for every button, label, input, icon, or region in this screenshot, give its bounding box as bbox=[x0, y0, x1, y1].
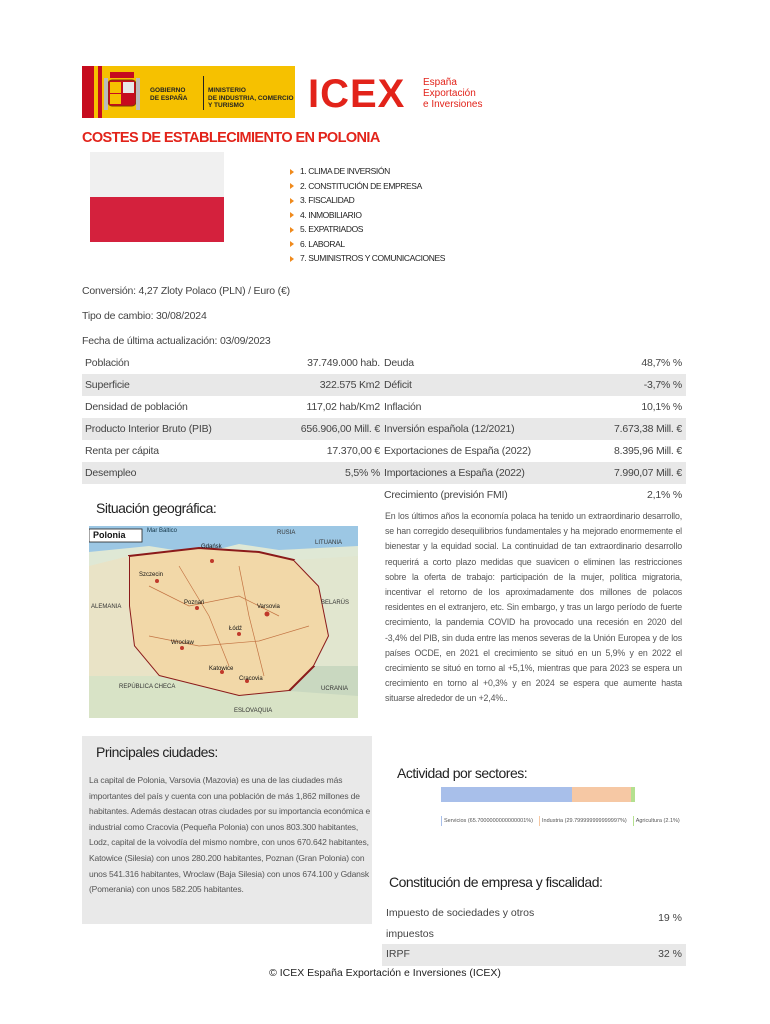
sectors-chart bbox=[441, 787, 635, 802]
tax-label: Impuesto de sociedades y otros impuestos bbox=[386, 907, 535, 940]
ministry-name bbox=[208, 87, 294, 110]
conversion-info: Conversión: 4,27 Zloty Polaco (PLN) / Euro (€) bbox=[82, 285, 290, 297]
cities-heading: Principales ciudades: bbox=[96, 744, 218, 760]
table-row bbox=[82, 396, 686, 418]
map-place: Mar Báltico bbox=[147, 528, 178, 534]
map-place: ALEMANIA bbox=[91, 604, 122, 610]
table-row bbox=[82, 352, 686, 374]
legend-item bbox=[633, 818, 680, 824]
toc-label: 7. SUMINISTROS Y COMUNICACIONES bbox=[300, 253, 446, 263]
stat-label: Desempleo bbox=[85, 467, 137, 479]
toc-label: 5. EXPATRIADOS bbox=[300, 224, 364, 234]
stat-value: 7.673,38 Mill. € bbox=[613, 423, 682, 435]
map-place: Katowice bbox=[209, 666, 234, 672]
stat-label: Inversión española (12/2021) bbox=[384, 423, 515, 435]
gov-line: DE ESPAÑA bbox=[150, 94, 188, 102]
stat-value: 37.749.000 hab. bbox=[307, 357, 380, 369]
arrow-right-icon bbox=[290, 169, 294, 175]
ministry-line: MINISTERIO bbox=[208, 87, 246, 94]
arrow-right-icon bbox=[290, 183, 294, 189]
map-place: Poznań bbox=[184, 600, 205, 606]
table-row bbox=[82, 374, 686, 396]
bar-segment bbox=[572, 787, 631, 802]
toc-label: 6. LABORAL bbox=[300, 238, 345, 249]
legend-swatch bbox=[441, 816, 442, 826]
stat-label: Población bbox=[85, 357, 130, 369]
ministry-line: DE INDUSTRIA, COMERCIO bbox=[208, 94, 294, 102]
tax-row bbox=[382, 898, 686, 944]
toc-link[interactable] bbox=[290, 164, 445, 179]
bar-segment bbox=[631, 787, 635, 802]
stacked-bar bbox=[441, 787, 635, 802]
flag-stripe bbox=[82, 66, 94, 118]
legend-label: Industria (29.799999999999997%) bbox=[541, 818, 627, 825]
icex-sub-line: Exportación bbox=[423, 88, 476, 99]
arrow-right-icon bbox=[290, 227, 294, 233]
tax-row bbox=[382, 944, 686, 966]
stat-label: Densidad de población bbox=[85, 401, 188, 413]
stat-label: Exportaciones de España (2022) bbox=[384, 445, 531, 457]
stat-label: Crecimiento (previsión FMI) bbox=[384, 489, 508, 501]
toc-label: 1. CLIMA DE INVERSIÓN bbox=[300, 166, 390, 176]
stat-label: Producto Interior Bruto (PIB) bbox=[85, 423, 212, 435]
gov-line: GOBIERNO bbox=[150, 87, 186, 94]
growth-text: En los últimos años la economía polaca ha tenido un extraordinario desarrollo, se han corregido desequilibrios fundamentales y ha mejorado enormemente el bienestar y la equidad social. La continuidad de tan extraordinario desarrollo requerirá a corto plazo medidas que suavicen o eliminen las restricciones sobre la oferta de trabajo: participación de la mujer, política migratoria, incentivar el retorno de los aproximadamente dos millones de polacos residentes en el extranjero, etc. Sin embargo, y tras un largo período de fuerte crecimiento, la pandemia COVID ha provocado una recesión en 2020 del -3,4% del PIB, sin duda entre las menos severas de la Unión Europea y de los países OCDE, en 2021 el crecimiento se situó en un 5,9% y en 2022 el crecimiento se situó en torno al +5,1%, mientras que para 2023 se espera un crecimiento en torno al +0,3% y en 2024 se espera que aumente hasta situarse alrededor de un +2,4%.. bbox=[385, 511, 682, 704]
table-row bbox=[82, 462, 686, 484]
legend-item bbox=[441, 818, 533, 824]
map-place: Varsovia bbox=[257, 604, 280, 610]
table-row bbox=[82, 418, 686, 440]
footer-copyright: © ICEX España Exportación e Inversiones (ICEX) bbox=[269, 967, 501, 979]
map-place: Cracovia bbox=[239, 676, 263, 682]
toc-label: 4. INMOBILIARIO bbox=[300, 209, 362, 220]
arrow-right-icon bbox=[290, 212, 294, 218]
legend-item bbox=[539, 818, 627, 824]
stat-value: 5,5% % bbox=[345, 467, 380, 479]
toc-label: 2. CONSTITUCIÓN DE EMPRESA bbox=[300, 180, 422, 191]
table-of-contents bbox=[290, 164, 445, 266]
stat-label: Deuda bbox=[384, 357, 414, 369]
chart-legend bbox=[441, 816, 681, 828]
map-place: Gdańsk bbox=[201, 544, 222, 550]
geo-heading: Situación geográfica: bbox=[96, 500, 217, 516]
arrow-right-icon bbox=[290, 256, 294, 262]
stat-value: 10,1% % bbox=[641, 401, 682, 413]
toc-link[interactable] bbox=[290, 179, 445, 194]
map-place: Wrocław bbox=[171, 640, 194, 646]
icex-sub-line: e Inversiones bbox=[423, 99, 483, 110]
divider bbox=[203, 76, 204, 110]
toc-link[interactable] bbox=[290, 251, 445, 266]
rate-date: Tipo de cambio: 30/08/2024 bbox=[82, 310, 207, 322]
map-place: REPÚBLICA CHECA bbox=[119, 684, 176, 690]
arrow-right-icon bbox=[290, 198, 294, 204]
stat-value: 117,02 hab/Km2 bbox=[306, 401, 380, 413]
coat-of-arms-icon bbox=[104, 70, 140, 114]
ministry-line: Y TURISMO bbox=[208, 102, 244, 109]
stat-value: 17.370,00 € bbox=[326, 445, 380, 457]
map-place: UCRANIA bbox=[321, 686, 349, 692]
stat-value: 656.906,00 Mill. € bbox=[300, 423, 380, 435]
toc-link[interactable] bbox=[290, 237, 445, 252]
company-heading: Constitución de empresa y fiscalidad: bbox=[389, 874, 603, 890]
map-place: Szczecin bbox=[139, 572, 164, 578]
icex-subtitle bbox=[423, 77, 482, 110]
stat-label: Inflación bbox=[384, 401, 422, 413]
page-title: COSTES DE ESTABLECIMIENTO EN POLONIA bbox=[82, 130, 380, 146]
icex-logo: ICEX bbox=[308, 72, 406, 116]
tax-value: 19 % bbox=[658, 912, 682, 924]
poland-flag bbox=[90, 152, 224, 197]
map-place: RUSIA bbox=[277, 530, 296, 536]
map-place: ESLOVAQUIA bbox=[234, 708, 273, 714]
bar-segment bbox=[441, 787, 572, 802]
legend-label: Agricultura (2.1%) bbox=[635, 818, 680, 825]
toc-link[interactable] bbox=[290, 193, 445, 208]
arrow-right-icon bbox=[290, 241, 294, 247]
sectors-heading: Actividad por sectores: bbox=[397, 765, 528, 781]
stat-value: 2,1% % bbox=[647, 489, 682, 501]
map-place: BELARÚS bbox=[321, 600, 350, 606]
stat-value: -3,7% % bbox=[643, 379, 682, 391]
map-place: Łódź bbox=[229, 626, 243, 632]
stat-value: 322.575 Km2 bbox=[319, 379, 380, 391]
map-title: Polonia bbox=[93, 530, 126, 540]
stat-label: Superficie bbox=[85, 379, 130, 391]
toc-label: 3. FISCALIDAD bbox=[300, 195, 355, 205]
poland-flag-red bbox=[90, 197, 224, 242]
legend-swatch bbox=[539, 816, 540, 826]
stat-label: Déficit bbox=[384, 379, 412, 391]
table-row bbox=[82, 440, 686, 462]
gov-name bbox=[150, 87, 187, 102]
cities-text: La capital de Polonia, Varsovia (Mazovia) es una de las ciudades más importantes del país y cuenta con una población de más 1,862 millones de habitantes. Además destacan otras ciudades por su importancia económica e industrial como Cracovia (Pequeña Polonia) con unos 803.300 habitantes, Lodz, capital de la voivodía del mismo nombre, con unos 670.642 habitantes, Katowice (Silesia) con unos 280.200 habitantes, Poznan (Gran Polonia) con unos 541.316 habitantes, Wroclaw (Baja Silesia) con unos 674.100 y Gdansk (Pomerania) con unos 582.205 habitantes. bbox=[89, 775, 371, 895]
toc-link[interactable] bbox=[290, 222, 445, 237]
toc-link[interactable] bbox=[290, 208, 445, 223]
legend-label: Servicios (65.7000000000000001%) bbox=[444, 818, 533, 825]
icex-sub-line: España bbox=[423, 77, 457, 88]
stat-label: Importaciones a España (2022) bbox=[384, 467, 525, 479]
stat-value: 48,7% % bbox=[641, 357, 682, 369]
tax-value: 32 % bbox=[658, 948, 682, 960]
stat-value: 8.395,96 Mill. € bbox=[613, 445, 682, 457]
tax-label: IRPF bbox=[386, 948, 410, 960]
stat-label: Renta per cápita bbox=[85, 445, 159, 457]
stat-value: 7.990,07 Mill. € bbox=[613, 467, 682, 479]
map-place: LITUANIA bbox=[315, 540, 343, 546]
poland-map bbox=[89, 526, 358, 718]
update-date: Fecha de última actualización: 03/09/2023 bbox=[82, 335, 271, 347]
flag-stripe bbox=[98, 66, 102, 118]
legend-swatch bbox=[633, 816, 634, 826]
